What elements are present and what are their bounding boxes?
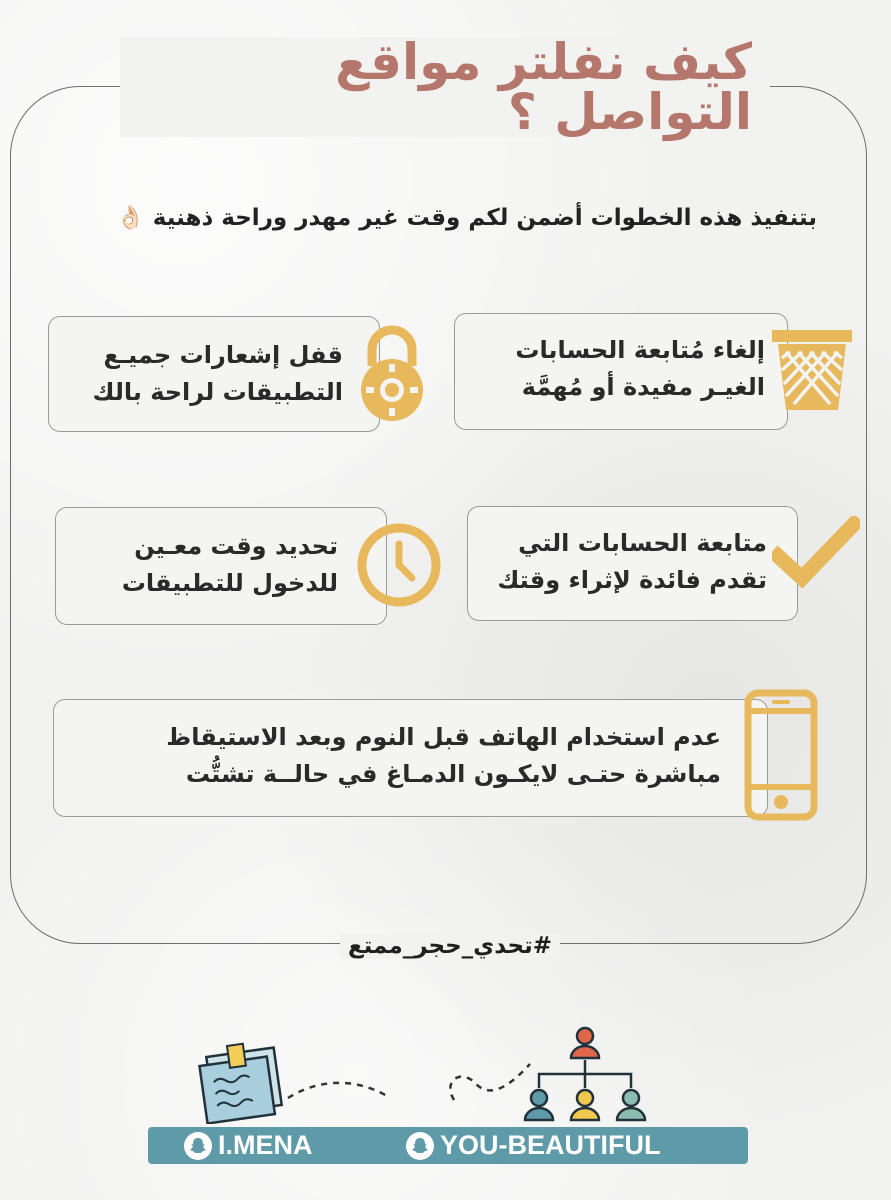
card-line: للدخول للتطبيقات xyxy=(121,569,338,598)
card-time-text xyxy=(122,528,338,602)
card-set-time xyxy=(55,507,387,625)
card-line: متابعة الحسابات التي xyxy=(518,529,767,557)
people-hierarchy-icon xyxy=(515,1022,655,1128)
hashtag-wrap xyxy=(320,926,580,966)
snapchat-ghost-icon xyxy=(184,1132,212,1160)
trash-basket-icon xyxy=(770,324,854,416)
card-line: إلغاء مُتابعة الحسابات xyxy=(515,336,765,364)
card-unfollow xyxy=(454,313,788,430)
card-line: تقدم فائدة لإثراء وقتك xyxy=(497,566,767,595)
sticky-notes-icon xyxy=(196,1038,292,1124)
handle-you-beautiful[interactable] xyxy=(406,1127,660,1164)
card-unfollow-text xyxy=(515,332,765,406)
dashed-path-decoration xyxy=(286,1050,536,1122)
card-line: التطبيقات لراحة بالك xyxy=(92,378,343,407)
card-phone-text xyxy=(166,719,721,793)
snapchat-ghost-icon xyxy=(406,1132,434,1160)
page-title: كيف نفلتر مواقع التواصل ؟ xyxy=(120,37,770,137)
padlock-icon xyxy=(354,322,430,422)
clock-icon xyxy=(356,522,442,608)
handle-label: I.MENA xyxy=(218,1130,313,1160)
card-lock-notifications xyxy=(48,316,380,432)
card-line: الغيـر مفيدة أو مُهمَّة xyxy=(521,373,765,402)
handle-imena[interactable] xyxy=(184,1127,313,1164)
hashtag: #تحدي_حجر_ممتع xyxy=(340,933,560,959)
card-line: عدم استخدام الهاتف قبل النوم وبعد الاستيقاظ xyxy=(166,723,721,751)
card-line: تحديد وقت معـين xyxy=(134,532,338,560)
social-handles-bar xyxy=(148,1127,748,1164)
card-phone-sleep xyxy=(53,699,768,817)
card-line: مباشرة حتـى لايكـون الدمـاغ في حالــة تشتُّت xyxy=(185,760,721,789)
card-lock-text xyxy=(92,337,343,411)
checkmark-icon xyxy=(772,516,860,590)
smartphone-icon xyxy=(744,689,818,821)
card-line: قفل إشعارات جميـع xyxy=(103,341,343,369)
card-follow-useful xyxy=(467,506,798,621)
page-title-wrap xyxy=(120,33,770,141)
intro-text: بتنفيذ هذه الخطوات أضمن لكم وقت غير مهدر وراحة ذهنية 👌🏻 xyxy=(116,205,817,231)
card-follow-text xyxy=(497,525,767,599)
handle-label: YOU-BEAUTIFUL xyxy=(440,1130,661,1160)
